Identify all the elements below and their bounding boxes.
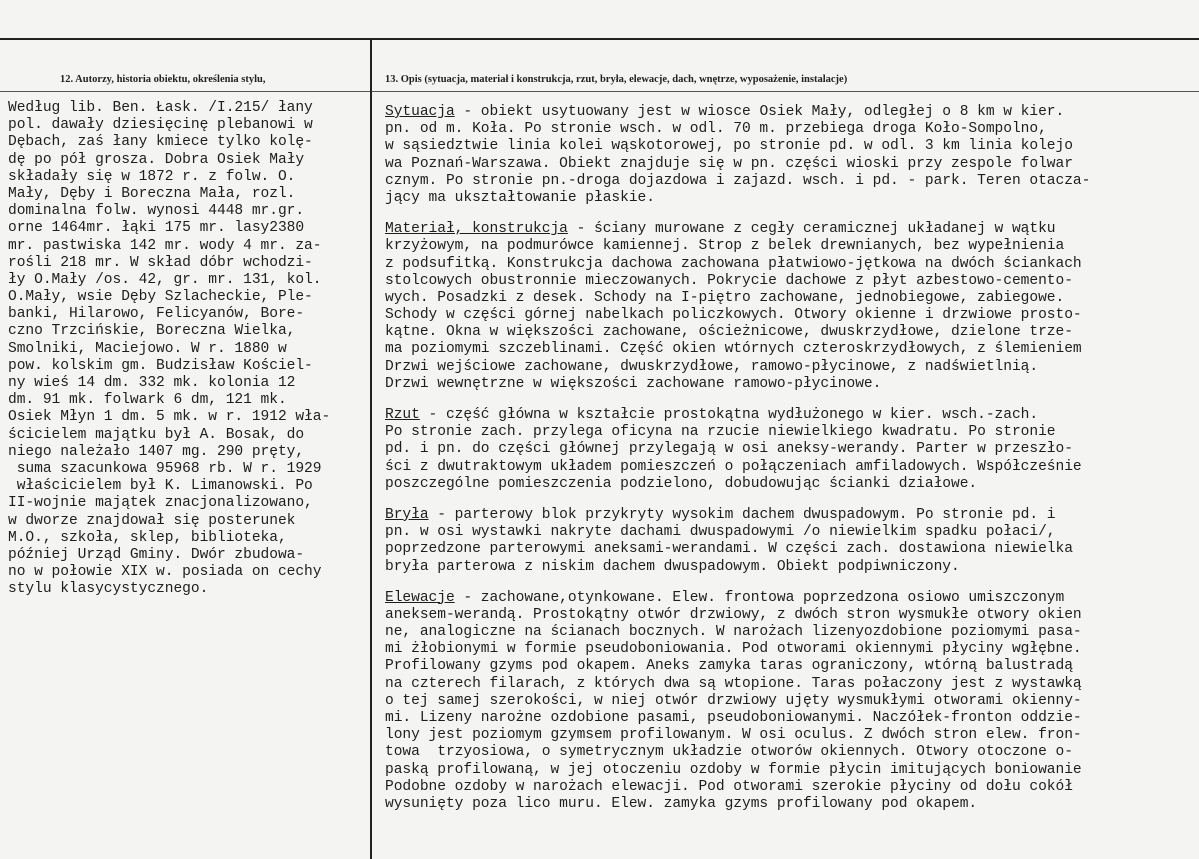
history-line: Osiek Młyn 1 dm. 5 mk. w r. 1912 wła- (8, 409, 331, 426)
section-text: - obiekt usytuowany jest w wiosce Osiek Mały, odległej o 8 km w kier. (454, 104, 1065, 120)
description-line (385, 590, 1197, 607)
description-line: wych. Posadzki z desek. Schody na I-piętro zachowane, jednobiegowe, zabiegowe. (385, 289, 1065, 306)
description-line: na czterech filarach, z których dwa są wtopione. Taras połaczony jest z wystawką (385, 675, 1082, 692)
description-line: ści z dwutraktowym układem pomieszczeń o połączeniach amfiladowych. Współcześnie (385, 458, 1082, 475)
description-line: paską profilowaną, w jej otoczeniu ozdoby w formie płycin imitujących boniowanie (385, 761, 1082, 778)
history-line: Według lib. Ben. Łask. /I.215/ łany (8, 100, 313, 116)
description-line: z podsufitką. Konstrukcja dachowa zachowana płatwiowo-jętkowa na dwóch ściankach (385, 255, 1082, 272)
column-divider (370, 38, 372, 859)
history-line: ny wieś 14 dm. 332 mk. kolonia 12 (8, 375, 296, 391)
section-bryła (385, 507, 1197, 576)
section-title: Bryła (385, 506, 429, 523)
description-line: Podobne ozdoby w narożach elewacji. Pod otworami szerokie płyciny od dołu cokół (385, 778, 1073, 795)
section-text: - ściany murowane z cegły ceramicznej układanej w wątku (567, 221, 1056, 238)
history-line: właścicielem był K. Limanowski. Po (8, 478, 313, 495)
history-line: pol. dawały dziesięcinę plebanowi w (8, 117, 313, 134)
description-line: kątne. Okna w większości zachowane, ościeżnicowe, dwuskrzydłowe, dzielone trze- (385, 324, 1073, 341)
description-line: mi żłobionymi w formie pseudoboniowania. Pod otworami okiennymi płyciny wgłębne. (385, 641, 1082, 658)
history-line: niego należało 1407 mg. 290 pręty, (8, 443, 305, 460)
description-line: mi. Lizeny narożne ozdobione pasami, pseudoboniowanymi. Naczółek-fronton oddzie- (385, 710, 1082, 726)
history-line: ścicielem majątku był A. Bosak, do (8, 426, 305, 443)
description-line: bryła parterowa z niskim dachem dwuspadowym. Obiekt podpiwniczony. (385, 558, 960, 575)
history-line: dę po pół grosza. Dobra Osiek Mały (8, 151, 305, 168)
history-line: dominalna folw. wynosi 4448 mr.gr. (8, 203, 305, 220)
section-text: - część główna w kształcie prostokątna wydłużonego w kier. wsch.-zach. (419, 407, 1039, 423)
history-line: banki, Hilarowo, Felicyanów, Bore- (8, 306, 305, 323)
description-line: cznym. Po stronie pn.-droga dojazdowa i zajazd. wsch. i pd. - park. Teren otacza- (385, 172, 1091, 189)
history-line: Dębach, zaś łany kmiece tylko kolę- (8, 134, 313, 151)
history-line: pow. kolskim gm. Budzisław Kościel- (8, 357, 313, 374)
section-rzut (385, 407, 1197, 493)
description-line: jący ma ukształtowanie płaskie. (385, 189, 655, 206)
history-line: rośli 218 mr. W skład dóbr wchodzi- (8, 254, 313, 271)
description-line: poszczególne pomieszczenia podzielono, dobudowując ścianki działowe. (385, 475, 978, 492)
description-line: pn. w osi wystawki nakryte dachami dwuspadowymi /o niewielkim spadku połaci/, (385, 524, 1056, 541)
description-line: krzyżowym, na podmurówce kamiennej. Strop z belek drewnianych, bez wypełnienia (385, 238, 1065, 255)
section-title: Elewacje (385, 589, 455, 606)
history-line: no w połowie XIX w. posiada on cechy (8, 564, 322, 581)
history-text (8, 100, 368, 598)
description-line: ne, analogiczne na ścianach bocznych. W narożach lizenyozdobione poziomymi pasa- (385, 624, 1082, 641)
description-line: aneksem-werandą. Prostokątny otwór drzwiowy, z dwóch stron wysmukłe otwory okien (385, 606, 1082, 623)
history-line: czno Trzcińskie, Boreczna Wielka, (8, 323, 296, 340)
description-line: Drzwi wewnętrzne w większości zachowane ramowo-płycinowe. (385, 375, 882, 392)
description-line (385, 407, 1197, 424)
history-line: mr. pastwiska 142 mr. wody 4 mr. za- (8, 237, 322, 254)
section-sytuacja (385, 104, 1197, 207)
header-authors-history: 12. Autorzy, historia obiektu, określenia stylu, (60, 74, 266, 85)
description-line: lony jest poziomym gzymsem profilowanym. W osi oculus. Z dwóch stron elew. fron- (385, 727, 1082, 744)
description-line (385, 221, 1197, 238)
description-line (385, 104, 1197, 121)
section-title: Materiał, konstrukcja (385, 221, 568, 238)
section-text: - zachowane,otynkowane. Elew. frontowa poprzedzona osiowo umiszczonym (454, 589, 1065, 606)
description-line (385, 507, 1197, 524)
history-line: M.O., szkoła, sklep, biblioteka, (8, 529, 287, 546)
history-line: ły O.Mały /os. 42, gr. mr. 131, kol. (8, 271, 322, 288)
top-rule (0, 38, 1199, 40)
history-line: w dworze znajdował się posterunek (8, 512, 296, 529)
description-line: stolcowych obustronnie mieczowanych. Pokrycie dachowe z płyt azbestowo-cemento- (385, 272, 1073, 289)
description-line: w sąsiedztwie linia kolei wąskotorowej, po stronie pd. w odl. 3 km linia kolejo (385, 138, 1073, 155)
history-line: O.Mały, wsie Dęby Szlacheckie, Ple- (8, 289, 313, 306)
description-line: Schody w części górnej nabelkach policzkowych. Otwory okienne i drzwiowe prosto- (385, 307, 1082, 324)
description-line: o tej samej szerokości, w niej otwór drzwiowy ujęty wysmukłymi otworami okienny- (385, 692, 1082, 709)
description-line: Drzwi wejściowe zachowane, dwuskrzydłowe, ramowo-płycinowe, z nadświetlnią. (385, 358, 1039, 375)
history-line: składały się w 1872 r. z folw. O. (8, 168, 296, 185)
header-description: 13. Opis (sytuacja, materiał i konstrukcja, rzut, bryła, elewacje, dach, wnętrze, wyposażenie, instalacje) (385, 74, 848, 85)
history-line: II-wojnie majątek znacjonalizowano, (8, 495, 313, 512)
section-materiał (385, 221, 1197, 393)
section-text: - parterowy blok przykryty wysokim dachem dwuspadowym. Po stronie pd. i (428, 506, 1056, 523)
description-line: towa trzyosiowa, o symetrycznym układzie otworów okiennych. Otwory otoczone o- (385, 744, 1073, 761)
section-title: Rzut (385, 407, 420, 423)
description-line: wa Poznań-Warszawa. Obiekt znajduje się w pn. części wioski przy zespole folwar (385, 155, 1073, 172)
header-rule-left (0, 91, 370, 92)
description-line: wysunięty poza lico muru. Elew. zamyka gzyms profilowany pod okapem. (385, 795, 978, 812)
description-line: poprzedzone parterowymi aneksami-werandami. W części zach. dostawiona niewielka (385, 541, 1073, 558)
description-line: ma poziomymi szczeblinami. Część okien wtórnych czteroskrzydłowych, z ślemieniem (385, 341, 1082, 358)
header-rule-right (372, 91, 1199, 92)
section-elewacje (385, 590, 1197, 813)
description-line: pn. od m. Koła. Po stronie wsch. w odl. 70 m. przebiega droga Koło-Sompolno, (385, 121, 1047, 138)
history-line: suma szacunkowa 95968 rb. W r. 1929 (8, 460, 322, 477)
history-line: Mały, Dęby i Boreczna Mała, rozl. (8, 185, 296, 202)
history-line: orne 1464mr. łąki 175 mr. lasy2380 (8, 220, 305, 237)
description-line: Profilowany gzyms pod okapem. Aneks zamyka taras ograniczony, wtórną balustradą (385, 658, 1073, 675)
history-line: Smolniki, Maciejowo. W r. 1880 w (8, 340, 287, 357)
history-line: stylu klasycystycznego. (8, 581, 209, 598)
history-line: dm. 91 mk. folwark 6 dm, 121 mk. (8, 392, 287, 409)
description-line: Po stronie zach. przylega oficyna na rzucie niewielkiego kwadratu. Po stronie (385, 424, 1056, 441)
history-line: później Urząd Gminy. Dwór zbudowa- (8, 546, 305, 563)
description-line: pd. i pn. do części głównej przylegają w osi aneksy-werandy. Parter w przeszło- (385, 441, 1073, 458)
description-text (385, 104, 1197, 827)
section-title: Sytuacja (385, 104, 455, 120)
